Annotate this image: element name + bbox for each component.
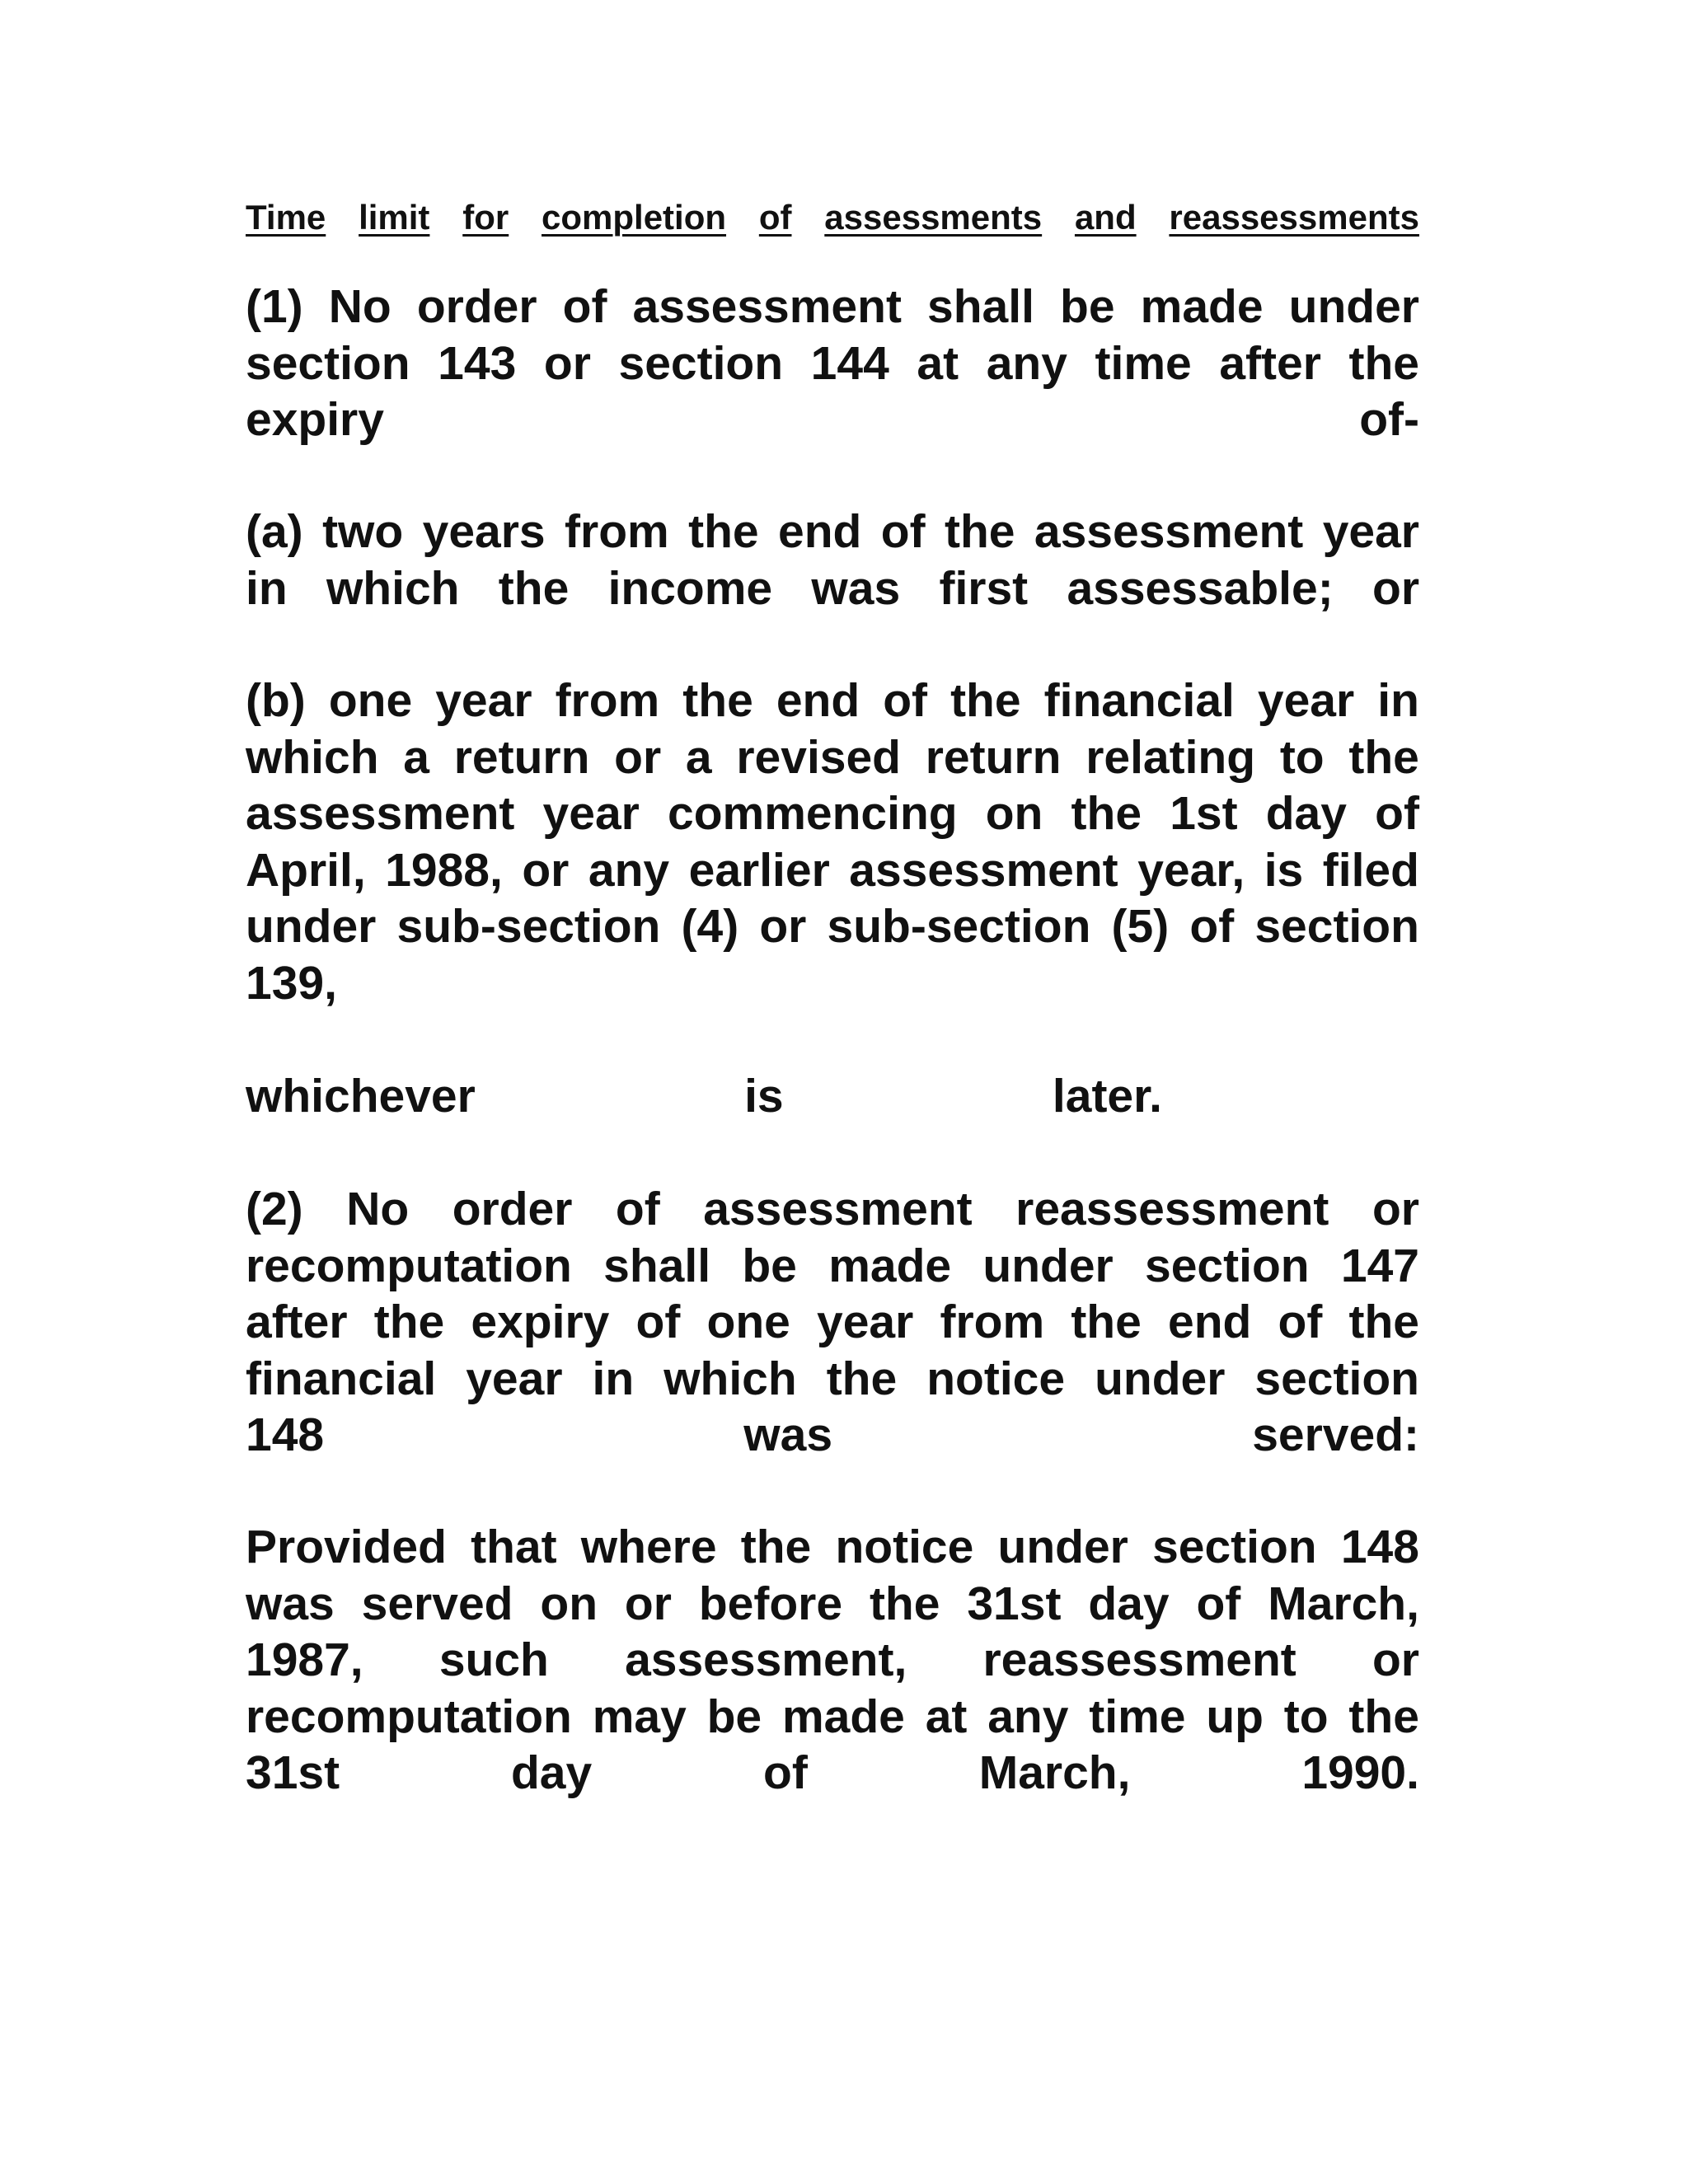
- paragraph-line: expiry of-: [246, 393, 1419, 446]
- paragraph-line: 148 was served:: [246, 1408, 1419, 1461]
- paragraph-2: [246, 1181, 1419, 1464]
- paragraph-line: 31st day of March, 1990.: [246, 1746, 1419, 1799]
- paragraph-line: under sub-section (4) or sub-section (5) of section: [246, 900, 1419, 953]
- paragraph-line: financial year in which the notice under section: [246, 1352, 1419, 1405]
- paragraph-line: section 143 or section 144 at any time after the: [246, 336, 1419, 390]
- paragraph-line: (1) No order of assessment shall be made under: [246, 280, 1419, 333]
- paragraph-whichever: [246, 1068, 1162, 1125]
- paragraph-line: (a) two years from the end of the assessment year: [246, 505, 1419, 558]
- paragraph-line: Provided that where the notice under section 148: [246, 1521, 1419, 1573]
- paragraph-clause-b: [246, 673, 1419, 1011]
- paragraph-line: (2) No order of assessment reassessment or: [246, 1183, 1419, 1235]
- paragraph-line: 139,: [246, 956, 337, 1010]
- paragraph-line: 1987, such assessment, reassessment or: [246, 1633, 1419, 1686]
- document-heading: Time limit for completion of assessments and reassessments: [246, 198, 1419, 237]
- paragraph-line: April, 1988, or any earlier assessment year, is filed: [246, 843, 1419, 897]
- paragraph-line: which a return or a revised return relating to the: [246, 730, 1419, 784]
- paragraph-1: [246, 279, 1419, 448]
- paragraph-line: after the expiry of one year from the end of the: [246, 1296, 1419, 1348]
- paragraph-line: recomputation shall be made under section 147: [246, 1239, 1419, 1292]
- paragraph-line: assessment year commencing on the 1st day of: [246, 787, 1419, 840]
- paragraph-line: in which the income was first assessable; or: [246, 561, 1419, 615]
- paragraph-clause-a: [246, 504, 1419, 616]
- paragraph-line: recomputation may be made at any time up to the: [246, 1690, 1419, 1743]
- paragraph-line: (b) one year from the end of the financial year in: [246, 674, 1419, 727]
- paragraph-line: whichever is later.: [246, 1070, 1162, 1122]
- paragraph-line: was served on or before the 31st day of March,: [246, 1577, 1419, 1630]
- paragraph-proviso: [246, 1519, 1419, 1802]
